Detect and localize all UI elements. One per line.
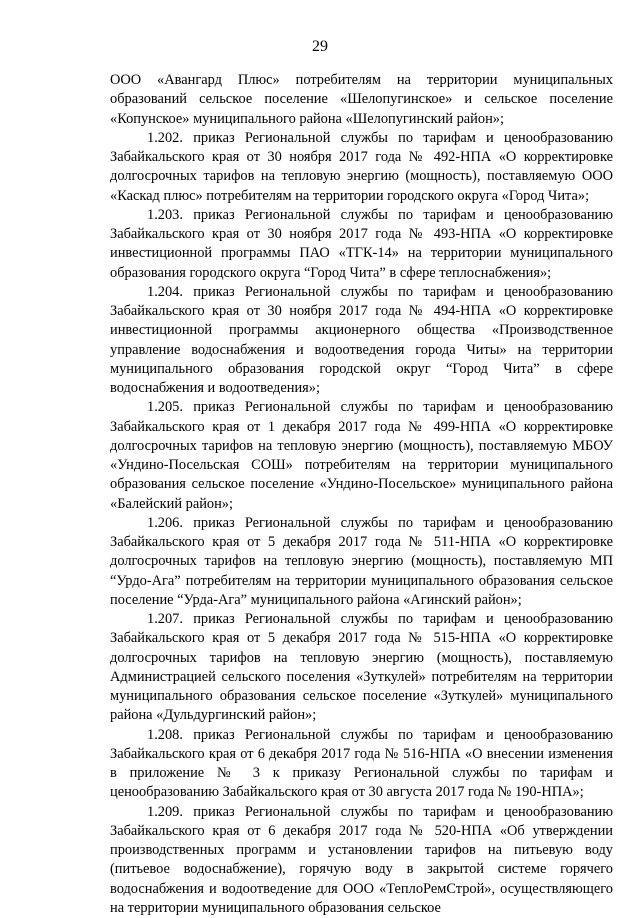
list-item-1-206: 1.206. приказ Региональной службы по тарифам и ценообразованию Забайкальского края от 5 декабря 2017 года № 511-НПА «О корректировке долгосрочных тарифов на тепловую энергию (мощность), поставляемую МП “Урдо-Ага” потребителям на территории муниципального образования сельское поселение “Урда-Ага” муниципального района «Агинский район»; (110, 514, 613, 610)
list-item-1-207: 1.207. приказ Региональной службы по тарифам и ценообразованию Забайкальского края от 5 декабря 2017 года № 515-НПА «О корректировке долгосрочных тарифов на тепловую энергию (мощность), поставляемую Администрацией сельского поселения «Зуткулей» потребителям на территории муниципального образования сельское поселение «Зуткулей» муниципального района «Дульдургинский район»; (110, 610, 613, 726)
document-body (110, 71, 613, 918)
list-item-1-202: 1.202. приказ Региональной службы по тарифам и ценообразованию Забайкальского края от 30 ноября 2017 года № 492-НПА «О корректировке долгосрочных тарифов на тепловую энергию (мощность), поставляемую ООО «Каскад плюс» потребителям на территории городского округа «Город Чита»; (110, 129, 613, 206)
continuation-paragraph: ООО «Авангард Плюс» потребителям на территории муниципальных образований сельское поселение «Шелопугинское» и сельское поселение «Копунское» муниципального района «Шелопугинский район»; (110, 71, 613, 129)
list-item-1-209: 1.209. приказ Региональной службы по тарифам и ценообразованию Забайкальского края от 6 декабря 2017 года № 520-НПА «Об утверждении производственных программ и установлении тарифов на питьевую воду (питьевое водоснабжение), горячую воду в закрытой системе горячего водоснабжения и водоотведение для ООО «ТеплоРемСтрой», осуществляющего на территории муниципального образования сельское (110, 803, 613, 918)
list-item-1-204: 1.204. приказ Региональной службы по тарифам и ценообразованию Забайкальского края от 30 ноября 2017 года № 494-НПА «О корректировке инвестиционной программы акционерного общества «Производственное управление водоснабжения и водоотведения города Читы» на территории муниципального образования городской округ “Город Чита” в сфере водоснабжения и водоотведения»; (110, 283, 613, 399)
list-item-1-205: 1.205. приказ Региональной службы по тарифам и ценообразованию Забайкальского края от 1 декабря 2017 года № 499-НПА «О корректировке долгосрочных тарифов на тепловую энергию (мощность), поставляемую МБОУ «Ундино-Посельская СОШ» потребителям на территории муниципального образования сельское поселение «Ундино-Посельское» муниципального района «Балейский район»; (110, 398, 613, 514)
page-number: 29 (0, 38, 640, 56)
list-item-1-208: 1.208. приказ Региональной службы по тарифам и ценообразованию Забайкальского края от 6 декабря 2017 года № 516-НПА «О внесении изменения в приложение № 3 к приказу Региональной службы по тарифам и ценообразованию Забайкальского края от 30 августа 2017 года № 190-НПА»; (110, 726, 613, 803)
list-item-1-203: 1.203. приказ Региональной службы по тарифам и ценообразованию Забайкальского края от 30 ноября 2017 года № 493-НПА «О корректировке инвестиционной программы ПАО «ТГК-14» на территории муниципального образования городского округа “Город Чита” в сфере теплоснабжения»; (110, 206, 613, 283)
